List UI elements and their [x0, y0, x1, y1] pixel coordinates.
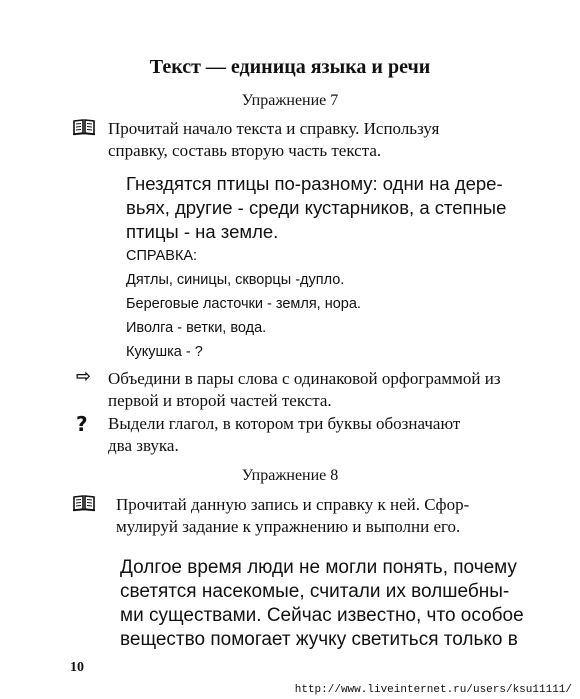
task-line: первой и второй частей текста.	[108, 391, 332, 410]
text-line: Долгое время люди не могли понять, почему	[120, 557, 517, 578]
exercise-7-heading: Упражнение 7	[241, 92, 339, 109]
task-line: Прочитай данную запись и справку к ней. Сфор-	[116, 495, 470, 514]
task-line: два звука.	[108, 436, 179, 455]
reference-heading: СПРАВКА:	[126, 248, 198, 264]
reference-line: Дятлы, синицы, скворцы -дупло.	[126, 272, 345, 288]
book-icon	[72, 118, 96, 138]
text-line: светятся насекомые, считали их волшебны-	[120, 581, 510, 602]
page-title: Текст — единица языка и речи	[149, 56, 431, 78]
question-icon: ?	[76, 412, 88, 436]
text-line: вьях, другие - среди кустарников, а степные	[126, 197, 507, 218]
reference-line: Кукушка - ?	[126, 344, 203, 360]
exercise-7-text	[126, 172, 540, 244]
task-line: мулируй задание к упражнению и выполни его.	[116, 517, 461, 536]
reference-block	[126, 244, 540, 364]
exercise-7-task-3	[108, 413, 538, 457]
task-line: Прочитай начало текста и справку. Используя	[108, 119, 440, 138]
page-number: 10	[70, 660, 84, 675]
task-line: Выдели глагол, в котором три буквы обозначают	[108, 414, 461, 433]
text-line: ми существами. Сейчас известно, что особое	[120, 605, 524, 626]
text-line: птицы - на земле.	[126, 221, 279, 242]
exercise-8-text	[120, 556, 540, 652]
exercise-8-heading: Упражнение 8	[241, 467, 339, 484]
source-url: http://www.liveinternet.ru/users/ksu11111/	[294, 684, 572, 696]
text-line: вещество помогает жучку светиться только в	[120, 629, 518, 650]
text-line: Гнездятся птицы по-разному: одни на дере-	[126, 173, 503, 194]
reference-line: Иволга - ветки, вода.	[126, 320, 267, 336]
reference-line: Береговые ласточки - земля, нора.	[126, 296, 361, 312]
task-line: Объедини в пары слова с одинаковой орфограммой из	[108, 369, 501, 388]
arrow-icon: ⇨	[76, 366, 92, 387]
exercise-7-task	[108, 118, 538, 162]
exercise-7-task-2	[108, 368, 538, 412]
exercise-8-task	[116, 494, 538, 538]
task-line: справку, составь вторую часть текста.	[108, 141, 382, 160]
book-icon	[72, 494, 96, 514]
